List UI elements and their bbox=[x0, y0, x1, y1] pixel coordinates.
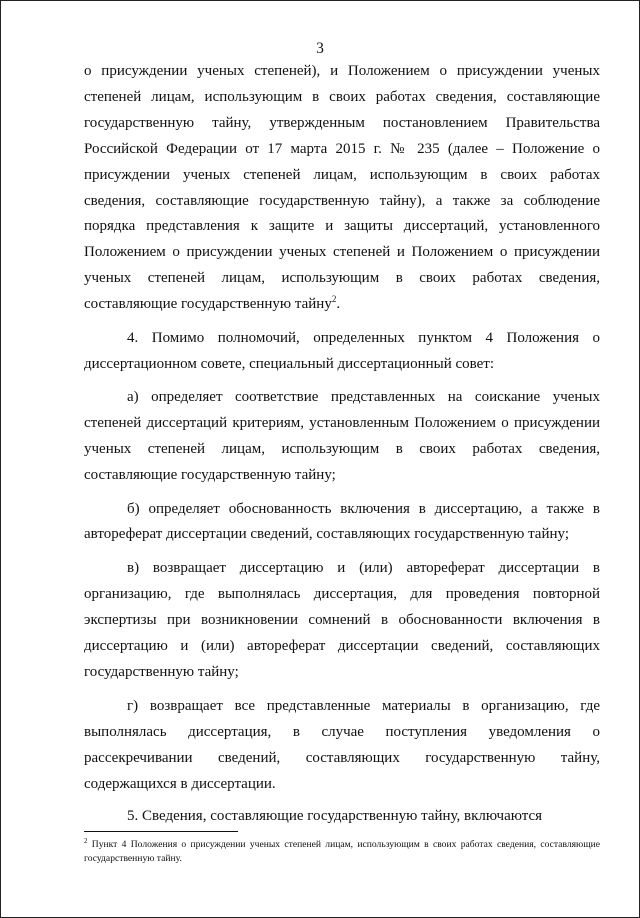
paragraph-4: б) определяет обоснованность включения в диссертацию, а также в автореферат диссертации сведений, составляющих государственную тайну; bbox=[84, 500, 600, 543]
paragraph-1-text: о присуждении ученых степеней), и Положением о присуждении ученых степеней лицам, использующим в своих работах сведения, составляющие государственную тайну, утвержденным постановлением Правительства Российской Федерации от 17 марта 2015 г. № 235 (далее – Положение о присуждении ученых степеней лицам, использующим в своих работах сведения, составляющие государственную тайну), а также за соблюдение порядка представления к защите и защиты диссертаций, установленного Положением о присуждении ученых степеней и Положением о присуждении ученых степеней лицам, использующим в своих работах сведения, составляющие государственную тайну bbox=[84, 63, 600, 313]
footnote-separator bbox=[84, 831, 238, 832]
paragraph-6: г) возвращает все представленные материалы в организацию, где выполнялась диссертация, в случае поступления уведомления о рассекречивании сведений, составляющих государственную тайну, содержащихся в диссертации. bbox=[84, 697, 600, 792]
paragraph-2: 4. Помимо полномочий, определенных пунктом 4 Положения о диссертационном совете, специальный диссертационный совет: bbox=[84, 330, 600, 372]
footnote bbox=[84, 838, 600, 866]
paragraph-7: 5. Сведения, составляющие государственную тайну, включаются bbox=[127, 808, 543, 825]
paragraph-5: в) возвращает диссертацию и (или) автореферат диссертации в организацию, где выполнялась диссертация, для проведения повторной экспертизы при возникновении сомнений в обоснованности включения в диссертацию и (или) автореферат диссертации сведений, составляющих государственную тайну; bbox=[84, 560, 600, 680]
paragraph-1-end: . bbox=[336, 296, 341, 313]
paragraph-1 bbox=[84, 59, 600, 318]
body-text bbox=[84, 59, 600, 830]
footnote-marker: 2 bbox=[84, 836, 88, 845]
page-number: 3 bbox=[316, 40, 324, 57]
footnote-reference[interactable]: 2 bbox=[331, 294, 337, 305]
footnote-text: Пункт 4 Положения о присуждении ученых степеней лицам, использующим в своих работах сведения, составляющие государственную тайну. bbox=[84, 839, 600, 865]
paragraph-3: а) определяет соответствие представленных на соискание ученых степеней диссертаций критериям, установленным Положением о присуждении ученых степеней лицам, использующим в своих работах сведения, составляющие государственную тайну; bbox=[84, 388, 600, 483]
